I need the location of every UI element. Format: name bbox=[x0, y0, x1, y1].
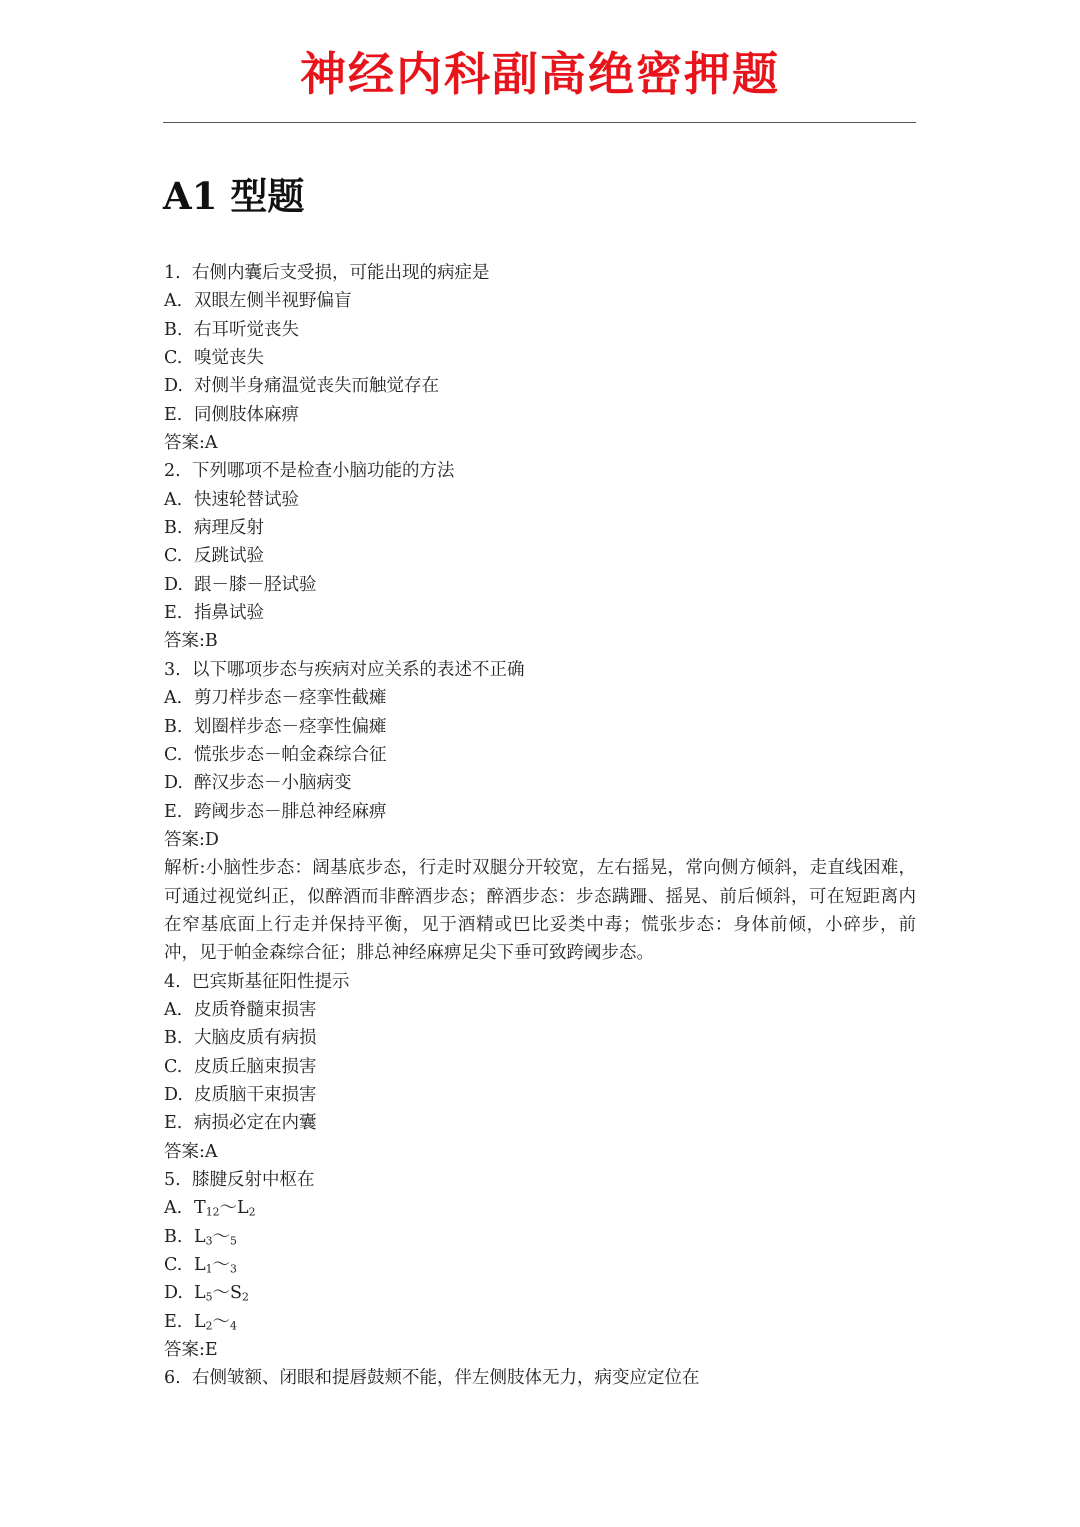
option-text: 大脑皮质有病损 bbox=[194, 1028, 317, 1049]
option-text bbox=[194, 1227, 237, 1247]
option-letter: A. bbox=[164, 291, 183, 312]
question-number: 5. bbox=[164, 1170, 181, 1190]
option-letter: D. bbox=[164, 1084, 183, 1105]
option-text: 划圈样步态－痉挛性偏瘫 bbox=[194, 716, 387, 737]
option-d bbox=[164, 1081, 916, 1109]
option-letter: E. bbox=[164, 1311, 183, 1332]
segment-letter: ～ bbox=[212, 1255, 231, 1276]
segment-letter: ～S bbox=[212, 1283, 243, 1304]
subscript: 4 bbox=[230, 1319, 237, 1333]
option-b bbox=[164, 1223, 916, 1251]
option-text: 快速轮替试验 bbox=[194, 489, 299, 510]
option-text: 皮质丘脑束损害 bbox=[194, 1056, 317, 1077]
option-a bbox=[164, 1194, 916, 1222]
option-text: 慌张步态－帕金森综合征 bbox=[194, 744, 387, 765]
option-letter: B. bbox=[164, 319, 183, 340]
option-text: 皮质脑干束损害 bbox=[194, 1084, 317, 1105]
segment-letter: L bbox=[194, 1311, 206, 1332]
answer-line: 答案:B bbox=[164, 631, 218, 652]
subscript: 2 bbox=[248, 1206, 256, 1220]
segment-letter: L bbox=[194, 1283, 206, 1304]
option-c bbox=[164, 344, 916, 372]
segment-letter: ～ bbox=[212, 1226, 231, 1247]
option-a bbox=[164, 684, 916, 712]
question-stem bbox=[164, 457, 916, 485]
option-text: 醉汉步态－小脑病变 bbox=[194, 773, 352, 794]
answer-line: 答案:A bbox=[164, 433, 218, 454]
question-text: 右侧内囊后支受损，可能出现的病症是 bbox=[192, 263, 490, 283]
segment-letter: ～L bbox=[219, 1198, 249, 1219]
option-letter: B. bbox=[164, 1028, 183, 1049]
option-letter: A. bbox=[164, 688, 183, 709]
question-stem bbox=[164, 656, 916, 684]
option-text: 跨阈步态－腓总神经麻痹 bbox=[194, 801, 387, 822]
option-letter: D. bbox=[164, 773, 183, 794]
option-c bbox=[164, 1053, 916, 1081]
option-d bbox=[164, 769, 916, 797]
question-text: 以下哪项步态与疾病对应关系的表述不正确 bbox=[192, 659, 525, 680]
question-number: 6. bbox=[164, 1368, 181, 1389]
subscript: 5 bbox=[230, 1234, 237, 1248]
subscript: 2 bbox=[242, 1291, 249, 1305]
option-letter: E. bbox=[164, 801, 183, 822]
option-text: 右耳听觉丧失 bbox=[194, 319, 299, 340]
option-e bbox=[164, 599, 916, 627]
segment-letter: L bbox=[194, 1255, 206, 1276]
question-stem bbox=[164, 968, 916, 996]
subscript: 5 bbox=[205, 1291, 213, 1305]
option-d bbox=[164, 372, 916, 400]
section-heading: A1 型题 bbox=[163, 174, 305, 218]
segment-letter: T bbox=[194, 1198, 206, 1219]
option-text: 皮质脊髓束损害 bbox=[194, 999, 317, 1020]
option-letter: E. bbox=[164, 603, 183, 624]
option-d bbox=[164, 571, 916, 599]
option-letter: D. bbox=[164, 376, 183, 397]
option-e bbox=[164, 1308, 916, 1336]
option-letter: B. bbox=[164, 1226, 183, 1247]
question-list bbox=[164, 259, 916, 1393]
question-number: 3. bbox=[164, 659, 181, 680]
option-letter: A. bbox=[164, 489, 183, 510]
option-e bbox=[164, 401, 916, 429]
option-d bbox=[164, 1279, 916, 1307]
option-b bbox=[164, 1024, 916, 1052]
question-number: 2. bbox=[164, 461, 181, 482]
option-c bbox=[164, 741, 916, 769]
option-text: 跟－膝－胫试验 bbox=[194, 574, 317, 595]
option-letter: A. bbox=[164, 1198, 183, 1219]
option-b bbox=[164, 514, 916, 542]
question-text: 膝腱反射中枢在 bbox=[192, 1170, 315, 1190]
option-text bbox=[194, 1198, 256, 1218]
option-letter: C. bbox=[164, 348, 183, 369]
subscript: 3 bbox=[230, 1262, 237, 1276]
segment-letter: ～ bbox=[212, 1311, 231, 1332]
option-letter: A. bbox=[164, 999, 183, 1020]
option-letter: B. bbox=[164, 716, 183, 737]
question-number: 4. bbox=[164, 971, 181, 992]
option-text bbox=[194, 1255, 237, 1275]
answer-line: 答案:E bbox=[164, 1340, 218, 1361]
option-letter: E. bbox=[164, 404, 183, 425]
option-letter: D. bbox=[164, 574, 183, 595]
option-letter: C. bbox=[164, 546, 183, 567]
explanation-paragraph: 解析:小脑性步态：阔基底步态，行走时双腿分开较宽，左右摇晃，常向侧方倾斜，走直线困难，可通过视觉纠正，似醉酒而非醉酒步态；醉酒步态：步态蹒跚、摇晃、前后倾斜，可在短距离内在窄基底面上行走并保持平衡，见于酒精或巴比妥类中毒；慌张步态：身体前倾，小碎步，前冲，见于帕金森综合征；腓总神经麻痹足尖下垂可致跨阈步态。 bbox=[164, 858, 916, 964]
option-b bbox=[164, 713, 916, 741]
answer-line: 答案:D bbox=[164, 829, 219, 850]
subscript: 3 bbox=[205, 1234, 213, 1248]
option-text: 剪刀样步态－痉挛性截瘫 bbox=[194, 688, 387, 709]
subscript: 1 bbox=[205, 1262, 213, 1276]
option-text: 嗅觉丧失 bbox=[194, 348, 264, 369]
question-text: 下列哪项不是检查小脑功能的方法 bbox=[192, 461, 455, 482]
option-letter: C. bbox=[164, 744, 183, 765]
option-c bbox=[164, 1251, 916, 1279]
option-text: 病损必定在内囊 bbox=[194, 1113, 317, 1134]
option-text: 同侧肢体麻痹 bbox=[194, 404, 299, 425]
option-letter: D. bbox=[164, 1283, 183, 1304]
option-letter: B. bbox=[164, 518, 183, 539]
segment-letter: L bbox=[194, 1226, 206, 1247]
option-e bbox=[164, 798, 916, 826]
question-text: 右侧皱额、闭眼和提唇鼓颊不能，伴左侧肢体无力，病变应定位在 bbox=[192, 1368, 700, 1389]
option-a bbox=[164, 486, 916, 514]
option-text: 对侧半身痛温觉丧失而触觉存在 bbox=[194, 376, 439, 397]
option-letter: C. bbox=[164, 1255, 183, 1276]
option-b bbox=[164, 316, 916, 344]
question-number: 1. bbox=[164, 263, 181, 283]
option-e bbox=[164, 1109, 916, 1137]
option-text: 双眼左侧半视野偏盲 bbox=[194, 291, 352, 312]
subscript: 2 bbox=[205, 1319, 213, 1333]
option-text bbox=[194, 1312, 237, 1332]
subscript: 12 bbox=[205, 1206, 220, 1220]
option-letter: E. bbox=[164, 1113, 183, 1134]
option-text: 指鼻试验 bbox=[194, 603, 264, 624]
title-divider bbox=[163, 122, 916, 123]
option-text: 病理反射 bbox=[194, 518, 264, 539]
document-title: 神经内科副高绝密押题 bbox=[300, 47, 780, 101]
question-stem bbox=[164, 1166, 916, 1194]
option-text bbox=[194, 1283, 249, 1303]
option-a bbox=[164, 996, 916, 1024]
option-text: 反跳试验 bbox=[194, 546, 264, 567]
option-c bbox=[164, 542, 916, 570]
question-stem bbox=[164, 1364, 916, 1392]
answer-line: 答案:A bbox=[164, 1141, 218, 1162]
question-text: 巴宾斯基征阳性提示 bbox=[192, 971, 350, 992]
option-letter: C. bbox=[164, 1056, 183, 1077]
option-a bbox=[164, 287, 916, 315]
question-stem bbox=[164, 259, 916, 287]
